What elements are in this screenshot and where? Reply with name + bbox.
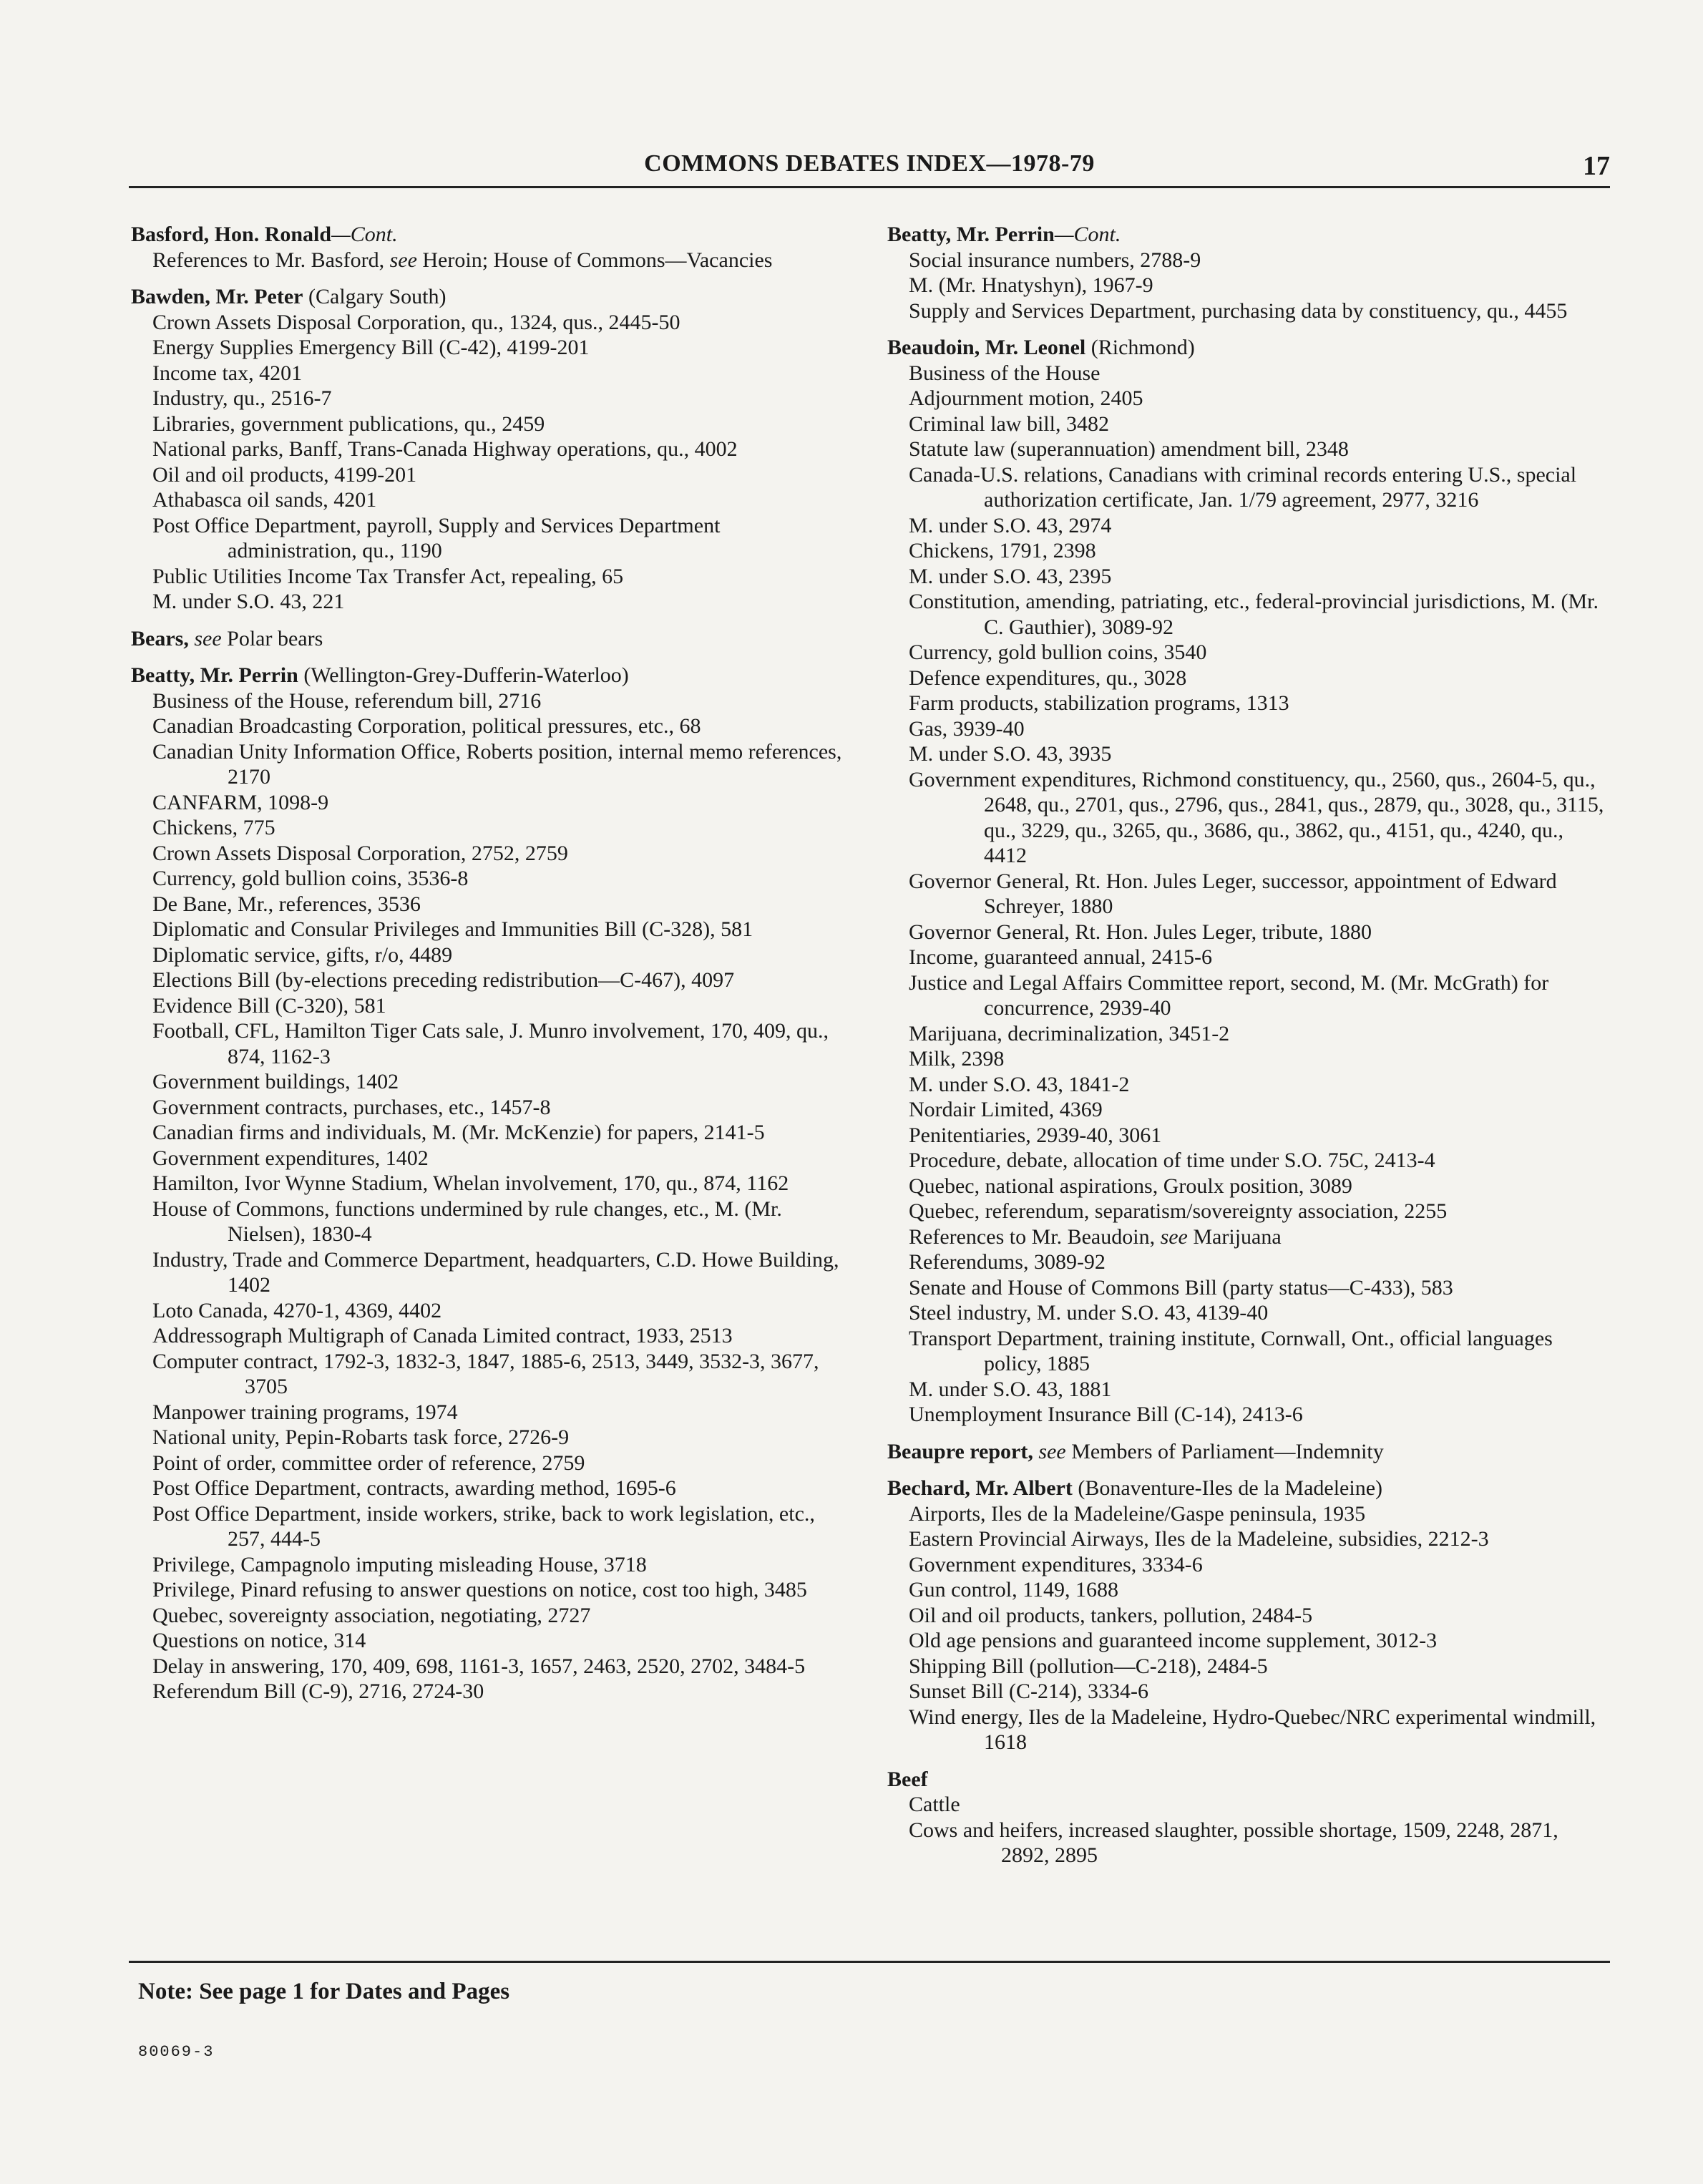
subentry xyxy=(887,1628,1610,1654)
see-reference: see xyxy=(188,626,222,650)
continued-marker: —Cont. xyxy=(331,223,398,246)
subentry xyxy=(131,1577,846,1603)
entry-name: Beaupre report, xyxy=(887,1439,1033,1463)
subentry-text: Adjournment motion, 2405 xyxy=(909,386,1143,410)
subentry-text: M. under S.O. 43, 3935 xyxy=(909,742,1112,766)
subentry-text: Football, CFL, Hamilton Tiger Cats sale, J. Munro involvement, 170, 409, qu., 874, 1162-3 xyxy=(152,1019,829,1068)
subentry xyxy=(887,716,1610,742)
subentry-text: Unemployment Insurance Bill (C-14), 2413-6 xyxy=(909,1403,1303,1426)
subentry-text: Post Office Department, contracts, awarding method, 1695-6 xyxy=(152,1476,676,1500)
subentry xyxy=(887,589,1610,640)
subentry-text: Sunset Bill (C-214), 3334-6 xyxy=(909,1680,1148,1703)
subentry xyxy=(887,666,1610,691)
subentry xyxy=(131,841,846,867)
subentry xyxy=(131,1400,846,1425)
entry-heading xyxy=(887,1767,1610,1793)
index-entry xyxy=(131,626,846,652)
subentry xyxy=(887,869,1610,920)
subentry-text: Criminal law bill, 3482 xyxy=(909,411,1109,436)
subentry-text: Defence expenditures, qu., 3028 xyxy=(909,666,1187,690)
subentry xyxy=(131,1679,846,1705)
subentry xyxy=(131,1654,846,1680)
see-reference: see xyxy=(1033,1439,1066,1463)
subentry xyxy=(887,248,1610,273)
entry-heading xyxy=(887,335,1610,361)
subentry xyxy=(131,513,846,564)
entry-name: Beef xyxy=(887,1767,928,1791)
subentry xyxy=(887,386,1610,411)
subentry xyxy=(131,1349,846,1400)
subentry-text: Currency, gold bullion coins, 3540 xyxy=(909,640,1207,664)
subentry-text: Canada-U.S. relations, Canadians with criminal records entering U.S., special authorization certificate, Jan. 1/79 agreement, 2977, 3216 xyxy=(909,462,1577,512)
subentry-text: Government contracts, purchases, etc., 1457-8 xyxy=(152,1095,551,1119)
subentry xyxy=(131,942,846,968)
subentry xyxy=(131,1323,846,1349)
subentry xyxy=(131,1196,846,1247)
subentry-text: Government expenditures, 1402 xyxy=(152,1146,429,1170)
page-title: COMMONS DEBATES INDEX—1978-79 xyxy=(644,150,1095,177)
subentry xyxy=(887,1818,1610,1868)
subentry-text: Airports, Iles de la Madeleine/Gaspe peninsula, 1935 xyxy=(909,1501,1366,1526)
subentry-text: Oil and oil products, 4199-201 xyxy=(152,462,417,487)
subentry xyxy=(131,1095,846,1121)
entry-detail: (Bonaventure-Iles de la Madeleine) xyxy=(1072,1476,1382,1500)
subentry-text: Transport Department, training institute, Cornwall, Ont., official languages policy, 1885 xyxy=(909,1326,1553,1375)
footer-divider xyxy=(129,1961,1610,1963)
index-entry xyxy=(887,1767,1610,1868)
subentry xyxy=(131,589,846,615)
subentry xyxy=(887,462,1610,513)
entry-name: Beatty, Mr. Perrin xyxy=(131,663,298,687)
index-entry xyxy=(131,663,846,1705)
subentry xyxy=(887,1199,1610,1224)
subentry xyxy=(131,437,846,462)
entry-heading xyxy=(131,626,846,652)
subentry xyxy=(887,1654,1610,1680)
subentry xyxy=(131,1425,846,1451)
subentry-text: Diplomatic service, gifts, r/o, 4489 xyxy=(152,942,453,967)
subentry-text: Farm products, stabilization programs, 1313 xyxy=(909,691,1289,715)
index-column-right xyxy=(887,222,1610,1880)
subentry xyxy=(131,917,846,942)
index-entry xyxy=(887,222,1610,323)
subentry-text: National parks, Banff, Trans-Canada Highway operations, qu., 4002 xyxy=(152,437,738,461)
subentry-text: Income, guaranteed annual, 2415-6 xyxy=(909,945,1212,969)
subentry-text: Quebec, sovereignty association, negotiating, 2727 xyxy=(152,1603,591,1627)
entry-name: Bawden, Mr. Peter xyxy=(131,285,303,308)
subentry xyxy=(887,1224,1610,1250)
entry-detail: Polar bears xyxy=(221,626,323,650)
subentry-text: Cows and heifers, increased slaughter, possible shortage, 1509, 2248, 2871, 2892, 2895 xyxy=(909,1818,1558,1867)
subentry-text: Referendums, 3089-92 xyxy=(909,1250,1106,1274)
subentry-text: Currency, gold bullion coins, 3536-8 xyxy=(152,867,469,890)
subentry-text: Quebec, referendum, separatism/sovereignty association, 2255 xyxy=(909,1199,1448,1223)
subentry xyxy=(131,462,846,488)
subentry xyxy=(887,361,1610,386)
subentry xyxy=(887,691,1610,716)
see-reference: see xyxy=(1160,1224,1188,1249)
subentry-text: M. under S.O. 43, 1841-2 xyxy=(909,1072,1130,1096)
subentry xyxy=(887,1046,1610,1072)
subentry-text: Referendum Bill (C-9), 2716, 2724-30 xyxy=(152,1680,484,1703)
subentry-text: Heroin; House of Commons—Vacancies xyxy=(416,248,773,272)
subentry-text: Cattle xyxy=(909,1793,960,1816)
subentry xyxy=(887,945,1610,970)
subentry-text: Marijuana xyxy=(1187,1224,1282,1249)
subentry xyxy=(131,361,846,386)
index-entry xyxy=(887,335,1610,1428)
subentry xyxy=(131,688,846,714)
subentry xyxy=(887,1123,1610,1149)
subentry-text: M. (Mr. Hnatyshyn), 1967-9 xyxy=(909,273,1153,297)
subentry xyxy=(887,1679,1610,1705)
subentry-text: Post Office Department, payroll, Supply and Services Department administration, qu., 1190 xyxy=(152,513,721,562)
subentry xyxy=(131,815,846,841)
subentry-text: Crown Assets Disposal Corporation, 2752, 2759 xyxy=(152,841,568,865)
subentry-text: Industry, qu., 2516-7 xyxy=(152,386,332,410)
subentry-text: Addressograph Multigraph of Canada Limited contract, 1933, 2513 xyxy=(152,1324,733,1347)
subentry-text: Chickens, 775 xyxy=(152,816,275,839)
subentry xyxy=(887,1300,1610,1326)
subentry xyxy=(131,739,846,790)
subentry xyxy=(131,866,846,892)
page-number: 17 xyxy=(1583,151,1610,181)
subentry-text: Eastern Provincial Airways, Iles de la Madeleine, subsidies, 2212-3 xyxy=(909,1527,1489,1551)
subentry xyxy=(131,993,846,1019)
subentry-text: Chickens, 1791, 2398 xyxy=(909,539,1096,562)
subentry xyxy=(887,1501,1610,1527)
subentry-text: Gas, 3939-40 xyxy=(909,716,1025,741)
subentry-text: Computer contract, 1792-3, 1832-3, 1847, 1885-6, 2513, 3449, 3532-3, 3677, 3705 xyxy=(152,1349,819,1398)
subentry-text: Social insurance numbers, 2788-9 xyxy=(909,248,1201,272)
subentry-text: References to Mr. Beaudoin, xyxy=(909,1224,1161,1249)
subentry xyxy=(887,1021,1610,1047)
subentry xyxy=(887,437,1610,462)
continued-marker: —Cont. xyxy=(1054,223,1121,246)
index-entry xyxy=(887,1439,1610,1465)
subentry xyxy=(131,1501,846,1552)
see-reference: see xyxy=(389,248,417,272)
subentry xyxy=(887,513,1610,539)
subentry xyxy=(887,1792,1610,1818)
subentry xyxy=(131,1476,846,1501)
entry-name: Basford, Hon. Ronald xyxy=(131,223,332,246)
index-entry xyxy=(887,1476,1610,1755)
subentry-text: Manpower training programs, 1974 xyxy=(152,1400,458,1424)
subentry-text: Public Utilities Income Tax Transfer Act, repealing, 65 xyxy=(152,564,624,588)
subentry xyxy=(887,564,1610,590)
subentry-text: Old age pensions and guaranteed income supplement, 3012-3 xyxy=(909,1629,1438,1652)
subentry xyxy=(887,1577,1610,1603)
subentry-text: M. under S.O. 43, 2974 xyxy=(909,513,1112,537)
footer-note: Note: See page 1 for Dates and Pages xyxy=(138,1979,510,2004)
subentry xyxy=(131,248,846,273)
page-header xyxy=(129,150,1610,188)
subentry xyxy=(131,1451,846,1476)
subentry xyxy=(887,1275,1610,1301)
subentry-text: Crown Assets Disposal Corporation, qu., 1324, qus., 2445-50 xyxy=(152,310,680,334)
subentry-text: Business of the House, referendum bill, 2716 xyxy=(152,688,542,713)
subentry-text: Industry, Trade and Commerce Department, headquarters, C.D. Howe Building, 1402 xyxy=(152,1247,839,1297)
subentry xyxy=(131,411,846,437)
subentry xyxy=(887,1072,1610,1098)
entry-name: Bechard, Mr. Albert xyxy=(887,1476,1073,1500)
subentry-text: Canadian firms and individuals, M. (Mr. McKenzie) for papers, 2141-5 xyxy=(152,1121,765,1144)
subentry-text: National unity, Pepin-Robarts task force, 2726-9 xyxy=(152,1425,570,1449)
entry-heading xyxy=(887,1476,1610,1501)
subentry-text: Athabasca oil sands, 4201 xyxy=(152,488,377,512)
subentry xyxy=(887,970,1610,1021)
subentry xyxy=(887,767,1610,869)
subentry-text: Point of order, committee order of reference, 2759 xyxy=(152,1451,585,1475)
entry-detail: (Wellington-Grey-Dufferin-Waterloo) xyxy=(298,663,629,687)
entry-heading xyxy=(887,1439,1610,1465)
subentry xyxy=(887,1097,1610,1123)
entry-heading xyxy=(131,284,846,310)
document-code: 80069-3 xyxy=(138,2043,215,2061)
subentry-text: Government expenditures, 3334-6 xyxy=(909,1552,1203,1576)
subentry-text: CANFARM, 1098-9 xyxy=(152,790,329,814)
entry-detail: Members of Parliament—Indemnity xyxy=(1065,1439,1384,1463)
subentry-text: Steel industry, M. under S.O. 43, 4139-40 xyxy=(909,1301,1269,1325)
subentry-text: Justice and Legal Affairs Committee report, second, M. (Mr. McGrath) for concurrence, 2939-40 xyxy=(909,970,1549,1020)
subentry-text: Income tax, 4201 xyxy=(152,361,303,385)
subentry-text: Libraries, government publications, qu., 2459 xyxy=(152,411,545,436)
subentry xyxy=(887,1552,1610,1578)
subentry-text: Post Office Department, inside workers, strike, back to work legislation, etc., 257, 444-5 xyxy=(152,1501,815,1551)
entry-heading xyxy=(131,222,846,248)
subentry-text: Quebec, national aspirations, Groulx position, 3089 xyxy=(909,1174,1352,1198)
subentry-text: Delay in answering, 170, 409, 698, 1161-3, 1657, 2463, 2520, 2702, 3484-5 xyxy=(152,1654,806,1678)
entry-name: Beatty, Mr. Perrin xyxy=(887,223,1055,246)
subentry xyxy=(887,1148,1610,1174)
subentry xyxy=(131,1603,846,1629)
subentry xyxy=(887,1326,1610,1377)
subentry-text: Supply and Services Department, purchasing data by constituency, qu., 4455 xyxy=(909,298,1568,323)
subentry xyxy=(887,1377,1610,1403)
subentry-text: House of Commons, functions undermined by rule changes, etc., M. (Mr. Nielsen), 1830-4 xyxy=(152,1196,782,1246)
subentry xyxy=(887,1603,1610,1629)
subentry-text: Oil and oil products, tankers, pollution, 2484-5 xyxy=(909,1603,1313,1627)
subentry-text: Governor General, Rt. Hon. Jules Leger, tribute, 1880 xyxy=(909,920,1372,944)
subentry xyxy=(131,310,846,336)
subentry xyxy=(131,1171,846,1196)
subentry-text: Elections Bill (by-elections preceding redistribution—C-467), 4097 xyxy=(152,968,735,992)
subentry xyxy=(131,1018,846,1069)
subentry xyxy=(887,1174,1610,1199)
subentry xyxy=(131,1552,846,1578)
subentry xyxy=(131,790,846,816)
subentry-text: M. under S.O. 43, 1881 xyxy=(909,1377,1112,1401)
subentry-text: Canadian Broadcasting Corporation, political pressures, etc., 68 xyxy=(152,714,701,738)
subentry-text: Nordair Limited, 4369 xyxy=(909,1098,1103,1121)
subentry xyxy=(887,741,1610,767)
subentry-text: Canadian Unity Information Office, Roberts position, internal memo references, 2170 xyxy=(152,739,842,789)
entry-name: Bears, xyxy=(131,626,189,650)
subentry xyxy=(887,920,1610,945)
subentry xyxy=(887,1705,1610,1755)
subentry xyxy=(887,298,1610,324)
subentry-text: Loto Canada, 4270-1, 4369, 4402 xyxy=(152,1298,442,1322)
subentry-text: Privilege, Pinard refusing to answer questions on notice, cost too high, 3485 xyxy=(152,1578,807,1602)
index-entry xyxy=(131,284,846,615)
subentry xyxy=(131,487,846,513)
subentry xyxy=(131,1247,846,1298)
subentry-text: Senate and House of Commons Bill (party status—C-433), 583 xyxy=(909,1275,1453,1300)
subentry xyxy=(887,1249,1610,1275)
subentry-text: De Bane, Mr., references, 3536 xyxy=(152,892,421,916)
subentry xyxy=(887,1526,1610,1552)
subentry xyxy=(131,335,846,361)
subentry xyxy=(887,640,1610,666)
entry-name: Beaudoin, Mr. Leonel xyxy=(887,336,1086,359)
subentry-text: Wind energy, Iles de la Madeleine, Hydro-Quebec/NRC experimental windmill, 1618 xyxy=(909,1705,1596,1754)
subentry xyxy=(887,538,1610,564)
subentry-text: Questions on notice, 314 xyxy=(152,1629,366,1652)
subentry xyxy=(887,411,1610,437)
subentry xyxy=(887,273,1610,298)
subentry-text: Procedure, debate, allocation of time under S.O. 75C, 2413-4 xyxy=(909,1149,1435,1172)
subentry-text: Energy Supplies Emergency Bill (C-42), 4199-201 xyxy=(152,336,590,359)
subentry xyxy=(131,1628,846,1654)
subentry-text: Penitentiaries, 2939-40, 3061 xyxy=(909,1123,1162,1147)
subentry-text: Constitution, amending, patriating, etc., federal-provincial jurisdictions, M. (Mr. C. Gauthier), 3089-92 xyxy=(909,590,1599,639)
subentry-text: Shipping Bill (pollution—C-218), 2484-5 xyxy=(909,1654,1268,1678)
subentry xyxy=(131,564,846,590)
index-entry xyxy=(131,222,846,273)
subentry-text: Statute law (superannuation) amendment bill, 2348 xyxy=(909,437,1349,461)
subentry xyxy=(131,1120,846,1146)
subentry-text: M. under S.O. 43, 221 xyxy=(152,590,345,613)
subentry-text: Privilege, Campagnolo imputing misleading House, 3718 xyxy=(152,1552,647,1576)
subentry-text: Hamilton, Ivor Wynne Stadium, Whelan involvement, 170, qu., 874, 1162 xyxy=(152,1171,789,1195)
subentry-text: Government expenditures, Richmond constituency, qu., 2560, qus., 2604-5, qu., 2648, qu., 2701, qus., 2796, qus., 2841, qus., 2879, qu., 3028, qu., 3115, qu., 3229, qu., 3265, qu., 3686, qu., 3862, qu., 4151, qu., 4240, qu., 4412 xyxy=(909,767,1604,867)
entry-heading xyxy=(887,222,1610,248)
subentry-text: Milk, 2398 xyxy=(909,1047,1005,1071)
subentry xyxy=(131,967,846,993)
subentry-text: Business of the House xyxy=(909,361,1101,385)
subentry xyxy=(131,386,846,411)
entry-detail: (Richmond) xyxy=(1085,336,1195,359)
subentry-text: Gun control, 1149, 1688 xyxy=(909,1578,1119,1602)
subentry xyxy=(131,1298,846,1324)
entry-heading xyxy=(131,663,846,688)
index-column-left xyxy=(131,222,846,1716)
subentry-text: References to Mr. Basford, xyxy=(152,248,390,272)
subentry xyxy=(131,1146,846,1171)
subentry xyxy=(131,713,846,739)
subentry-text: Evidence Bill (C-320), 581 xyxy=(152,993,386,1018)
subentry-text: M. under S.O. 43, 2395 xyxy=(909,564,1112,588)
subentry-text: Marijuana, decriminalization, 3451-2 xyxy=(909,1021,1230,1045)
subentry-text: Diplomatic and Consular Privileges and Immunities Bill (C-328), 581 xyxy=(152,917,753,941)
entry-detail: (Calgary South) xyxy=(303,285,447,308)
subentry xyxy=(887,1402,1610,1428)
subentry-text: Government buildings, 1402 xyxy=(152,1070,399,1093)
subentry-text: Governor General, Rt. Hon. Jules Leger, successor, appointment of Edward Schreyer, 1880 xyxy=(909,869,1557,918)
subentry xyxy=(131,1069,846,1095)
subentry xyxy=(131,892,846,917)
